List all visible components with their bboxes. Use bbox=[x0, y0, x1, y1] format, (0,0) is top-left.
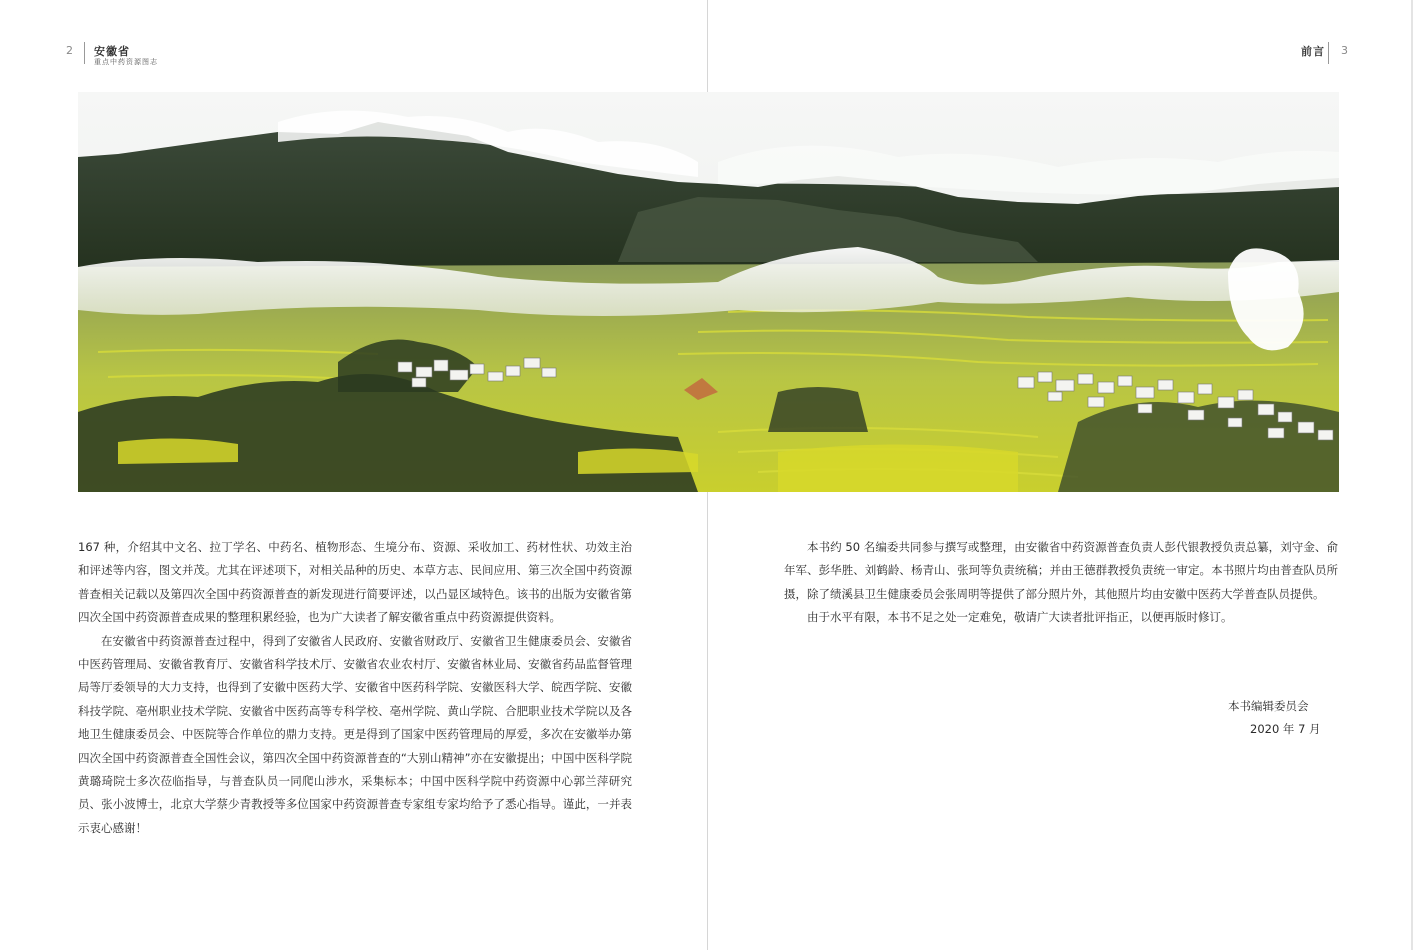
right-paragraph-2: 由于水平有限，本书不足之处一定难免，敬请广大读者批评指正，以便再版时修订。 bbox=[807, 610, 1233, 625]
landscape-photo bbox=[78, 92, 1339, 492]
left-header-subtitle: 重点中药资源图志 bbox=[94, 58, 158, 66]
right-header-divider bbox=[1328, 42, 1329, 64]
left-header-title: 安徽省 bbox=[94, 45, 130, 58]
editorial-committee: 本书编辑委员会 bbox=[1228, 699, 1309, 713]
left-header-divider bbox=[84, 42, 85, 64]
right-page-number: 3 bbox=[1341, 44, 1348, 57]
left-paragraph-2: 在安徽省中药资源普查过程中，得到了安徽省人民政府、安徽省财政厅、安徽省卫生健康委员会、安徽省中医药管理局、安徽省教育厅、安徽省科学技术厅、安徽省农业农村厅、安徽省林业局、安徽省药品监督管理局等厅委领导的大力支持，也得到了安徽中医药大学、安徽省中医药科学院、安徽医科大学、皖西学院、安徽科技学院、亳州职业技术学院、安徽省中医药高等专科学校、亳州学院、黄山学院、合肥职业技术学院以及各地卫生健康委员会、中医院等合作单位的鼎力支持。更是得到了国家中医药管理局的厚爱，多次在安徽举办第四次全国中药资源普查全国性会议，第四次全国中药资源普查的“大别山精神”亦在安徽提出；中国中医科学院黄璐琦院士多次莅临指导，与普查队员一同爬山涉水，采集标本；中国中医科学院中药资源中心郭兰萍研究员、张小波博士，北京大学蔡少青教授等多位国家中药资源普查专家组专家均给予了悉心指导。谨此，一并表示衷心感谢！ bbox=[78, 633, 632, 835]
left-page-number: 2 bbox=[66, 44, 73, 57]
right-text-column bbox=[784, 536, 1338, 630]
left-text-column bbox=[78, 536, 632, 840]
right-header-title: 前言 bbox=[1301, 45, 1325, 58]
right-paragraph-1: 本书约 50 名编委共同参与撰写或整理，由安徽省中药资源普查负责人彭代银教授负责总纂，刘守金、俞年军、彭华胜、刘鹤龄、杨青山、张珂等负责统稿；并由王德群教授负责统一审定。本书照片均由普查队员所摄，除了绩溪县卫生健康委员会张周明等提供了部分照片外，其他照片均由安徽中医药大学普查队员提供。 bbox=[784, 540, 1338, 601]
left-paragraph-1: 167 种，介绍其中文名、拉丁学名、中药名、植物形态、生境分布、资源、采收加工、药材性状、功效主治和评述等内容，图文并茂。尤其在评述项下，对相关品种的历史、本草方志、民间应用、第三次全国中药资源普查相关记载以及第四次全国中药资源普查的新发现进行简要评述，以凸显区域特色。该书的出版为安徽省第四次全国中药资源普查成果的整理积累经验，也为广大读者了解安徽省重点中药资源提供资料。 bbox=[78, 540, 632, 625]
signature-date: 2020 年 7 月 bbox=[1250, 722, 1321, 736]
